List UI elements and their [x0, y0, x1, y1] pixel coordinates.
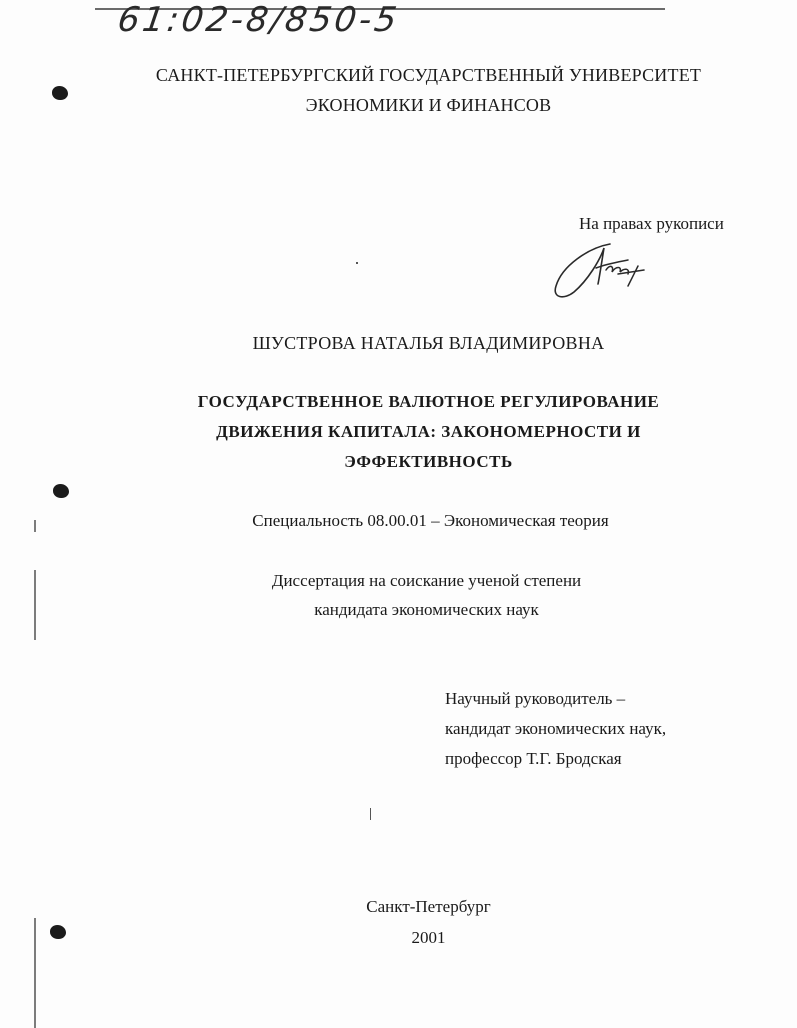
university-name-line1: САНКТ-ПЕТЕРБУРГСКИЙ ГОСУДАРСТВЕННЫЙ УНИВЕРСИТЕТ [155, 65, 702, 85]
degree-line2: кандидата экономических наук [314, 600, 539, 619]
edge-scan-mark [34, 918, 36, 1028]
dissertation-title-line3: ЭФФЕКТИВНОСТЬ [344, 452, 513, 471]
supervisor-line2: кандидат экономических наук, [445, 719, 667, 738]
signature-icon [548, 238, 658, 308]
archive-number: 61:02-8/850-5 [115, 0, 402, 40]
supervisor-line1: Научный руководитель – [445, 689, 626, 708]
punch-hole-mark-icon [52, 86, 68, 100]
edge-scan-mark [34, 570, 36, 640]
supervisor-line3: профессор Т.Г. Бродская [445, 749, 622, 768]
manuscript-rights-note: На правах рукописи [579, 214, 724, 233]
punch-hole-mark-icon [50, 925, 66, 939]
punch-hole-mark-icon [53, 484, 69, 498]
degree-line1: Диссертация на соискание ученой степени [271, 571, 582, 590]
author-name: ШУСТРОВА НАТАЛЬЯ ВЛАДИМИРОВНА [252, 333, 605, 353]
edge-scan-mark [34, 520, 36, 532]
speck [356, 262, 358, 264]
dissertation-title-line1: ГОСУДАРСТВЕННОЕ ВАЛЮТНОЕ РЕГУЛИРОВАНИЕ [197, 392, 660, 411]
speck [370, 808, 371, 820]
city: Санкт-Петербург [366, 897, 491, 916]
dissertation-title-line2: ДВИЖЕНИЯ КАПИТАЛА: ЗАКОНОМЕРНОСТИ И [216, 422, 641, 441]
university-name-line2: ЭКОНОМИКИ И ФИНАНСОВ [305, 95, 552, 115]
specialty-line: Специальность 08.00.01 – Экономическая теория [252, 511, 609, 530]
year: 2001 [411, 928, 446, 947]
